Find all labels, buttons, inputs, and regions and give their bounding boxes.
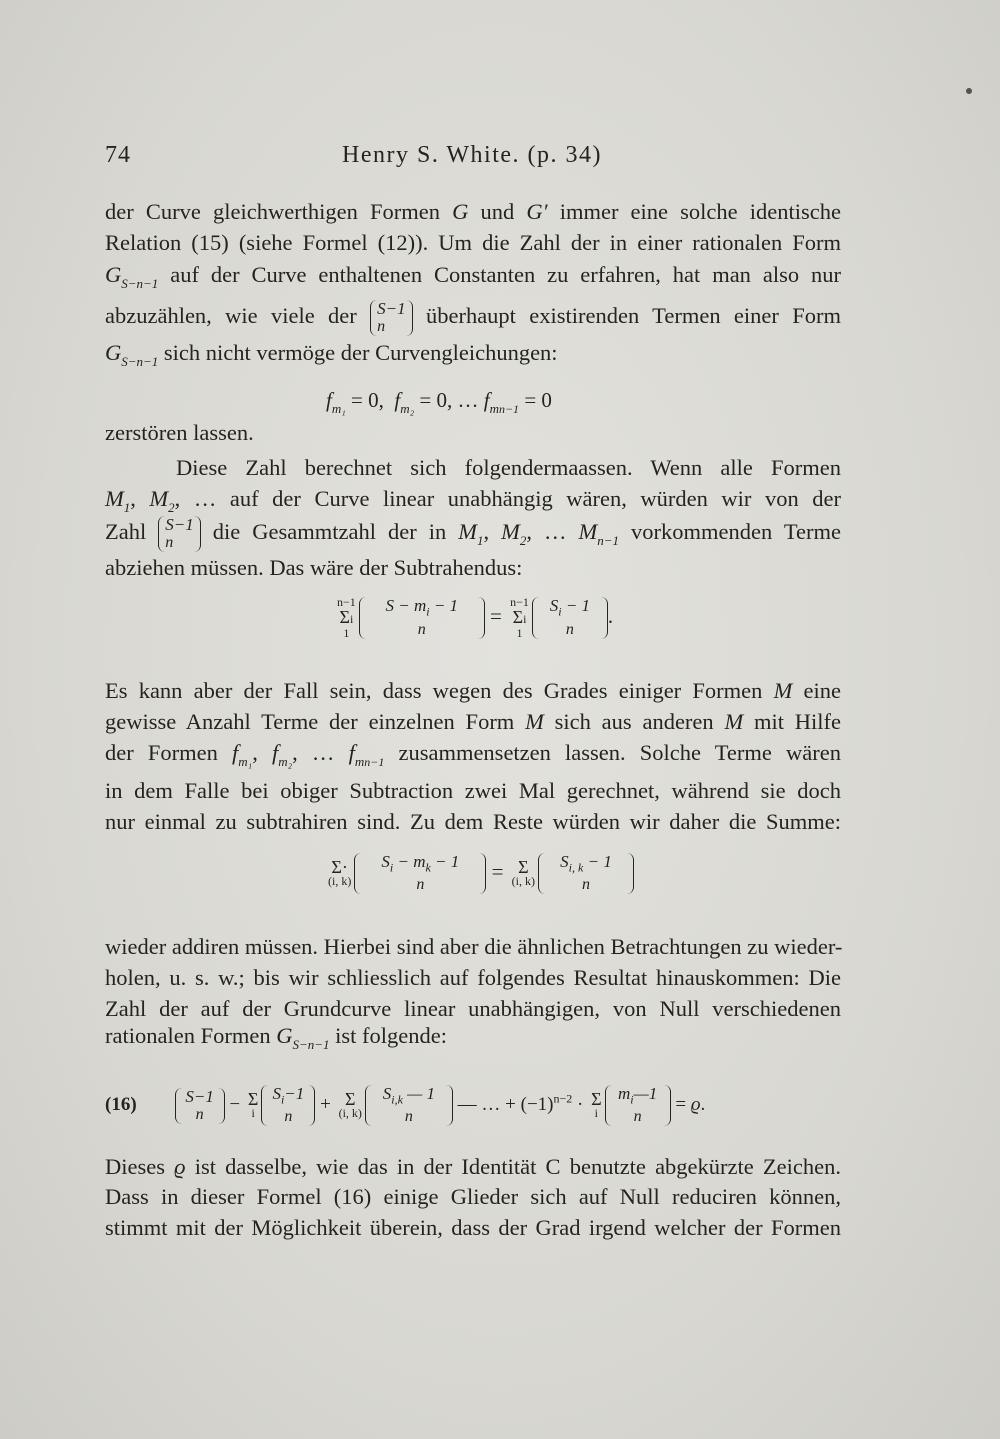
sum-formula: Σ· (i, k) $S_i - m_k - 1$ n = Σ (i, k) $S_{i, k} - 1$ n [325, 853, 634, 894]
running-title: Henry S. White. (p. 34) [342, 142, 603, 168]
text-line: stimmt mit der Möglichkeit überein, dass der Grad irgend welcher der Formen [105, 1215, 841, 1240]
text-line: der Formen $f_{m_1}$, $f_{m_2}$, … $f_{mn-1}$ zusammensetzen lassen. Solche Terme wären [105, 740, 842, 769]
equation-16: (16) S−1 n − Σ i $S_i-1$ n + Σ (i, k) $S_{i,k}$ — 1 n — … + $(-1)^{n-2}$ · Σ i $m_i—1$ n = ϱ. [105, 1084, 706, 1126]
page-number: 74 [105, 142, 131, 168]
text-line: Zahl S−1 n die Gesammtzahl der in $M_1$, $M_2$, … $M_{n-1}$ vorkommenden Terme [105, 515, 842, 551]
text-line: Diese Zahl berechnet sich folgendermaassen. Wenn alle Formen [176, 455, 841, 480]
speck [966, 88, 972, 94]
text-line: $G_{S-n-1}$ auf der Curve enthaltenen Constanten zu erfahren, hat man also nur [105, 262, 841, 291]
equation-16-label: (16) [105, 1094, 137, 1116]
subtrahend-formula: n−1 Σi 1 $S - m_i - 1$ n = n−1 Σi 1 $S_i - 1$ n . [337, 595, 614, 640]
text-line: gewisse Anzahl Terme der einzelnen Form M sich aus anderen M mit Hilfe [105, 709, 842, 734]
text-line: zerstören lassen. [105, 420, 254, 445]
text-line: holen, u. s. w.; bis wir schliesslich auf folgendes Resultat hinauskommen: Die [105, 965, 841, 990]
text-line: Zahl der auf der Grundcurve linear unabhängigen, von Null verschiedenen [105, 996, 841, 1021]
text-line: abzuzählen, wie viele der S−1 n überhaupt existirenden Termen einer Form [105, 299, 841, 335]
text-line: $G_{S-n-1}$ sich nicht vermöge der Curvengleichungen: [105, 340, 558, 369]
text-line: Relation (15) (siehe Formel (12)). Um die Zahl der in einer rationalen Form [105, 230, 841, 255]
text-line: nur einmal zu subtrahiren sind. Zu dem Reste würden wir daher die Summe: [105, 809, 841, 834]
text-line: in dem Falle bei obiger Subtraction zwei Mal gerechnet, während sie doch [105, 778, 841, 803]
text-line: abziehen müssen. Das wäre der Subtrahendus: [105, 555, 523, 580]
text-line: rationalen Formen $G_{S-n-1}$ ist folgende: [105, 1023, 447, 1052]
page-header [0, 142, 1000, 182]
text-line: Es kann aber der Fall sein, dass wegen des Grades einiger Formen M eine [105, 678, 841, 703]
text-line: Dieses ϱ ist dasselbe, wie das in der Identität C benutzte abgekürzte Zeichen. [105, 1154, 841, 1179]
text-line: Dass in dieser Formel (16) einige Glieder sich auf Null reduciren können, [105, 1184, 841, 1209]
text-line: der Curve gleichwerthigen Formen G und G′ immer eine solche identische [105, 199, 841, 224]
curve-equations: $f_{m_1} = 0$, $f_{m_2} = 0$, … $f_{mn-1} = 0$ [326, 388, 552, 416]
text-line: wieder addiren müssen. Hierbei sind aber die ähnlichen Betrachtungen zu wieder- [105, 934, 843, 959]
text-line: $M_1$, $M_2$, … auf der Curve linear unabhängig wären, würden wir von der [105, 486, 841, 515]
